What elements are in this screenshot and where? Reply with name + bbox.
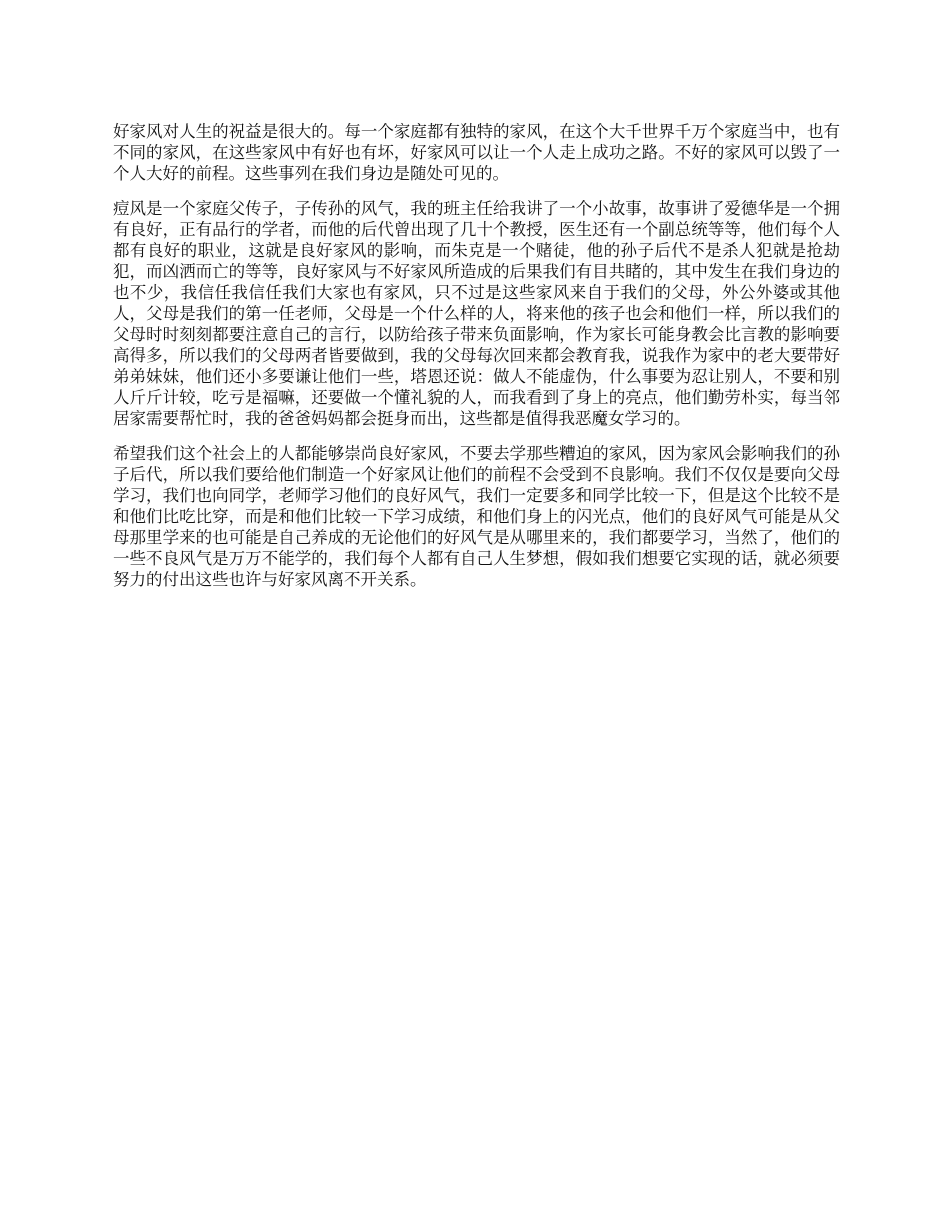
paragraph-1: 好家风对人生的祝益是很大的。每一个家庭都有独特的家风，在这个大千世界千万个家庭当中，也有不同的家风，在这些家风中有好也有坏，好家风可以让一个人走上成功之路。不好的家风可以毁了一个人大好的前程。这些事列在我们身边是随处可见的。 bbox=[113, 122, 840, 183]
paragraph-2: 痘风是一个家庭父传子，子传孙的风气，我的班主任给我讲了一个小故事，故事讲了爱德华是一个拥有良好，正有品行的学者，而他的后代曾出现了几十个教授，医生还有一个副总统等等，他们每个人都有良好的职业，这就是良好家风的影响，而朱克是一个赌徒，他的孙子后代不是杀人犯就是抢劫犯，而凶洒而亡的等等，良好家风与不好家风所造成的后果我们有目共睹的，其中发生在我们身边的也不少，我信任我信任我们大家也有家风，只不过是这些家风来自于我们的父母，外公外婆或其他人，父母是我们的第一任老师，父母是一个什么样的人，将来他的孩子也会和他们一样，所以我们的父母时时刻刻都要注意自己的言行，以防给孩子带来负面影响，作为家长可能身教会比言教的影响要高得多，所以我们的父母两者皆要做到，我的父母每次回来都会教育我，说我作为家中的老大要带好弟弟妹妹，他们还小多要谦让他们一些，塔恩还说：做人不能虚伪，什么事要为忍让别人，不要和别人斤斤计较，吃亏是福嘛，还要做一个懂礼貌的人，而我看到了身上的亮点，他们勤劳朴实，每当邻居家需要帮忙时，我的爸爸妈妈都会挺身而出，这些都是值得我恶魔女学习的。 bbox=[113, 199, 840, 428]
paragraph-3: 希望我们这个社会上的人都能够崇尚良好家风，不要去学那些糟迫的家风，因为家风会影响我们的孙子后代，所以我们要给他们制造一个好家风让他们的前程不会受到不良影响。我们不仅仅是要向父母学习，我们也向同学，老师学习他们的良好风气，我们一定要多和同学比较一下，但是这个比较不是和他们比吃比穿，而是和他们比较一下学习成绩，和他们身上的闪光点，他们的良好风气可能是从父母那里学来的也可能是自己养成的无论他们的好风气是从哪里来的，我们都要学习，当然了，他们的一些不良风气是万万不能学的，我们每个人都有自己人生梦想，假如我们想要它实现的话，就必须要努力的付出这些也许与好家风离不开关系。 bbox=[113, 444, 840, 589]
